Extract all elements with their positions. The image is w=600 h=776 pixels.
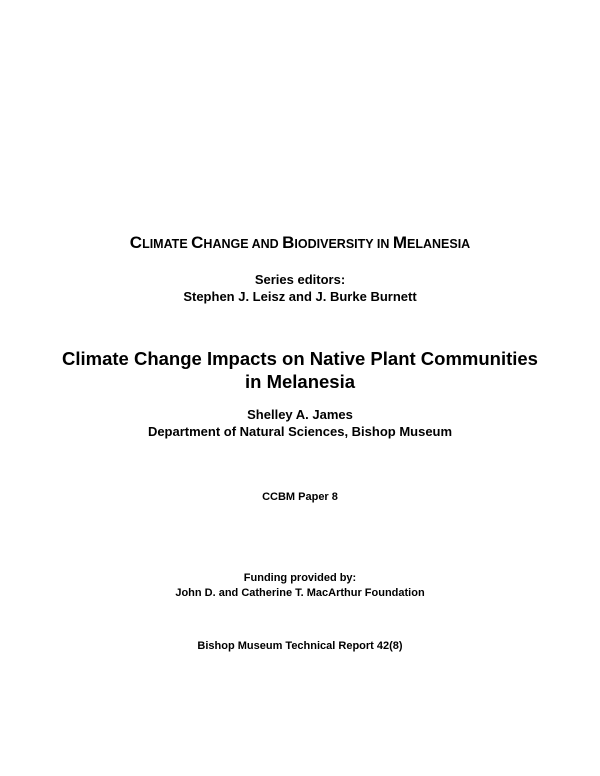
author-block xyxy=(0,406,600,440)
series-title-word-2: CHANGE AND xyxy=(191,233,283,252)
paper-title xyxy=(0,347,600,393)
author-name: Shelley A. James xyxy=(247,407,353,422)
paper-title-line-2: in Melanesia xyxy=(244,371,355,392)
series-title-word-4: MELANESIA xyxy=(392,233,471,252)
series-editors xyxy=(0,271,600,305)
paper-title-line-1: Climate Change Impacts on Native Plant Communities xyxy=(62,348,538,369)
series-editors-names: Stephen J. Leisz and J. Burke Burnett xyxy=(183,289,417,304)
funding-label: Funding provided by: xyxy=(243,572,357,584)
series-title-word-1: CLIMATE xyxy=(129,233,192,252)
series-title xyxy=(0,233,600,253)
funding-funder: John D. and Catherine T. MacArthur Foundation xyxy=(175,587,425,599)
paper-number: CCBM Paper 8 xyxy=(262,491,338,503)
author-affiliation: Department of Natural Sciences, Bishop Museum xyxy=(147,424,453,439)
series-editors-label: Series editors: xyxy=(254,272,346,287)
technical-report-label: Bishop Museum Technical Report 42(8) xyxy=(197,640,403,652)
series-title-word-3: BIODIVERSITY IN xyxy=(282,233,393,252)
funding-block xyxy=(0,571,600,601)
